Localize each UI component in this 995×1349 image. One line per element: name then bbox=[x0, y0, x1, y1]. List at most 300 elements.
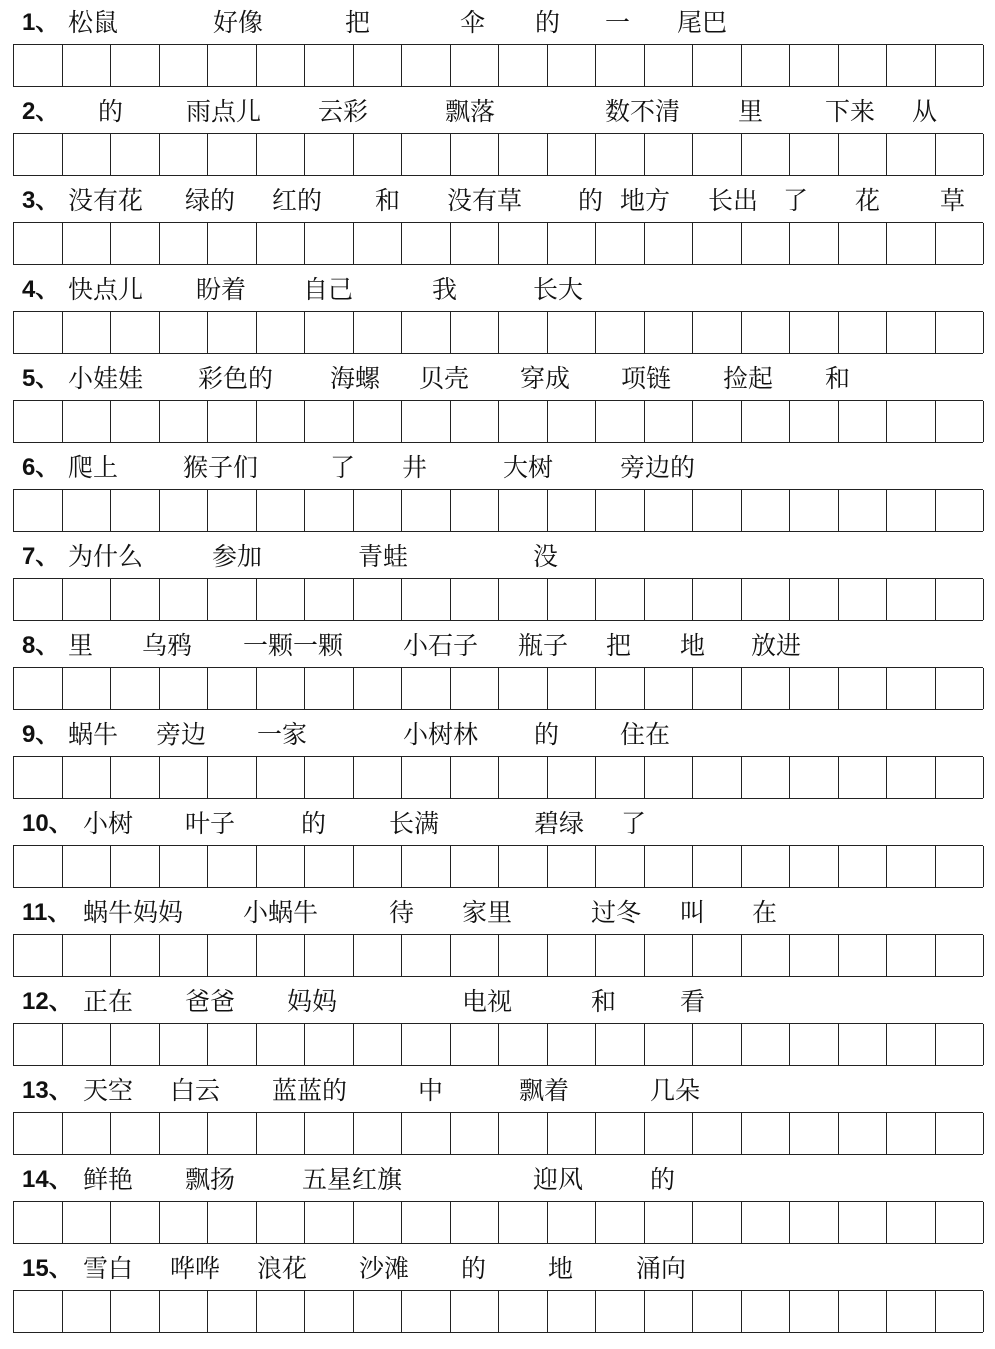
writing-cell[interactable] bbox=[257, 935, 306, 976]
writing-cell[interactable] bbox=[354, 579, 403, 620]
writing-cell[interactable] bbox=[111, 1202, 160, 1243]
writing-cell[interactable] bbox=[936, 1291, 985, 1332]
writing-cell[interactable] bbox=[742, 134, 791, 175]
writing-cell[interactable] bbox=[14, 312, 63, 353]
writing-cell[interactable] bbox=[451, 45, 500, 86]
writing-cell[interactable] bbox=[14, 1113, 63, 1154]
writing-cell[interactable] bbox=[936, 579, 985, 620]
writing-cell[interactable] bbox=[14, 935, 63, 976]
writing-cell[interactable] bbox=[645, 757, 694, 798]
writing-cell[interactable] bbox=[887, 490, 936, 531]
writing-cell[interactable] bbox=[63, 312, 112, 353]
writing-cell[interactable] bbox=[645, 846, 694, 887]
writing-cell[interactable] bbox=[354, 757, 403, 798]
writing-cell[interactable] bbox=[645, 312, 694, 353]
writing-cell[interactable] bbox=[354, 668, 403, 709]
writing-cell[interactable] bbox=[14, 45, 63, 86]
writing-cell[interactable] bbox=[451, 1291, 500, 1332]
writing-cell[interactable] bbox=[451, 1113, 500, 1154]
writing-cell[interactable] bbox=[742, 1024, 791, 1065]
writing-cell[interactable] bbox=[402, 1202, 451, 1243]
writing-cell[interactable] bbox=[354, 134, 403, 175]
writing-cell[interactable] bbox=[257, 223, 306, 264]
writing-cell[interactable] bbox=[887, 1291, 936, 1332]
writing-cell[interactable] bbox=[887, 846, 936, 887]
writing-cell[interactable] bbox=[499, 757, 548, 798]
writing-cell[interactable] bbox=[839, 45, 888, 86]
writing-cell[interactable] bbox=[14, 846, 63, 887]
writing-cell[interactable] bbox=[645, 1202, 694, 1243]
writing-cell[interactable] bbox=[839, 757, 888, 798]
writing-cell[interactable] bbox=[887, 579, 936, 620]
writing-cell[interactable] bbox=[402, 1291, 451, 1332]
writing-cell[interactable] bbox=[839, 134, 888, 175]
writing-cell[interactable] bbox=[499, 668, 548, 709]
writing-cell[interactable] bbox=[790, 935, 839, 976]
writing-cell[interactable] bbox=[257, 45, 306, 86]
writing-cell[interactable] bbox=[499, 45, 548, 86]
writing-cell[interactable] bbox=[208, 134, 257, 175]
writing-cell[interactable] bbox=[596, 757, 645, 798]
writing-cell[interactable] bbox=[596, 312, 645, 353]
writing-cell[interactable] bbox=[790, 490, 839, 531]
writing-cell[interactable] bbox=[645, 1113, 694, 1154]
writing-cell[interactable] bbox=[208, 45, 257, 86]
writing-cell[interactable] bbox=[548, 1291, 597, 1332]
writing-cell[interactable] bbox=[693, 1291, 742, 1332]
writing-cell[interactable] bbox=[645, 223, 694, 264]
writing-cell[interactable] bbox=[936, 401, 985, 442]
writing-cell[interactable] bbox=[160, 668, 209, 709]
writing-cell[interactable] bbox=[936, 490, 985, 531]
writing-cell[interactable] bbox=[548, 1024, 597, 1065]
writing-cell[interactable] bbox=[111, 312, 160, 353]
writing-cell[interactable] bbox=[693, 490, 742, 531]
writing-cell[interactable] bbox=[305, 757, 354, 798]
writing-cell[interactable] bbox=[596, 490, 645, 531]
writing-cell[interactable] bbox=[208, 1291, 257, 1332]
writing-cell[interactable] bbox=[499, 1024, 548, 1065]
writing-cell[interactable] bbox=[742, 490, 791, 531]
writing-cell[interactable] bbox=[354, 1291, 403, 1332]
writing-cell[interactable] bbox=[402, 312, 451, 353]
writing-cell[interactable] bbox=[354, 935, 403, 976]
writing-cell[interactable] bbox=[887, 1113, 936, 1154]
writing-cell[interactable] bbox=[936, 312, 985, 353]
writing-cell[interactable] bbox=[14, 1202, 63, 1243]
writing-cell[interactable] bbox=[305, 401, 354, 442]
writing-cell[interactable] bbox=[790, 312, 839, 353]
writing-cell[interactable] bbox=[257, 490, 306, 531]
writing-cell[interactable] bbox=[693, 223, 742, 264]
writing-cell[interactable] bbox=[257, 579, 306, 620]
writing-cell[interactable] bbox=[742, 401, 791, 442]
writing-cell[interactable] bbox=[208, 1113, 257, 1154]
writing-cell[interactable] bbox=[354, 223, 403, 264]
writing-cell[interactable] bbox=[887, 45, 936, 86]
writing-cell[interactable] bbox=[63, 1113, 112, 1154]
writing-cell[interactable] bbox=[645, 1024, 694, 1065]
writing-cell[interactable] bbox=[354, 312, 403, 353]
writing-cell[interactable] bbox=[790, 668, 839, 709]
writing-cell[interactable] bbox=[693, 45, 742, 86]
writing-cell[interactable] bbox=[63, 579, 112, 620]
writing-cell[interactable] bbox=[257, 312, 306, 353]
writing-cell[interactable] bbox=[208, 846, 257, 887]
writing-cell[interactable] bbox=[451, 223, 500, 264]
writing-cell[interactable] bbox=[693, 935, 742, 976]
writing-cell[interactable] bbox=[111, 1291, 160, 1332]
writing-cell[interactable] bbox=[402, 846, 451, 887]
writing-cell[interactable] bbox=[402, 223, 451, 264]
writing-cell[interactable] bbox=[354, 45, 403, 86]
writing-cell[interactable] bbox=[305, 45, 354, 86]
writing-cell[interactable] bbox=[548, 223, 597, 264]
writing-cell[interactable] bbox=[63, 490, 112, 531]
writing-cell[interactable] bbox=[596, 579, 645, 620]
writing-cell[interactable] bbox=[402, 1024, 451, 1065]
writing-cell[interactable] bbox=[839, 1202, 888, 1243]
writing-cell[interactable] bbox=[887, 223, 936, 264]
writing-cell[interactable] bbox=[208, 757, 257, 798]
writing-cell[interactable] bbox=[208, 1024, 257, 1065]
writing-cell[interactable] bbox=[451, 1024, 500, 1065]
writing-cell[interactable] bbox=[790, 1291, 839, 1332]
writing-cell[interactable] bbox=[305, 490, 354, 531]
writing-cell[interactable] bbox=[14, 579, 63, 620]
writing-cell[interactable] bbox=[257, 846, 306, 887]
writing-cell[interactable] bbox=[208, 490, 257, 531]
writing-cell[interactable] bbox=[111, 1113, 160, 1154]
writing-cell[interactable] bbox=[111, 1024, 160, 1065]
writing-cell[interactable] bbox=[451, 846, 500, 887]
writing-cell[interactable] bbox=[742, 1113, 791, 1154]
writing-cell[interactable] bbox=[160, 935, 209, 976]
writing-cell[interactable] bbox=[14, 490, 63, 531]
writing-cell[interactable] bbox=[257, 1291, 306, 1332]
writing-cell[interactable] bbox=[548, 134, 597, 175]
writing-cell[interactable] bbox=[402, 935, 451, 976]
writing-cell[interactable] bbox=[160, 757, 209, 798]
writing-cell[interactable] bbox=[305, 846, 354, 887]
writing-cell[interactable] bbox=[257, 668, 306, 709]
writing-cell[interactable] bbox=[14, 401, 63, 442]
writing-cell[interactable] bbox=[790, 579, 839, 620]
writing-cell[interactable] bbox=[887, 1024, 936, 1065]
writing-cell[interactable] bbox=[208, 935, 257, 976]
writing-cell[interactable] bbox=[839, 1024, 888, 1065]
writing-cell[interactable] bbox=[645, 134, 694, 175]
writing-cell[interactable] bbox=[499, 846, 548, 887]
writing-cell[interactable] bbox=[305, 1024, 354, 1065]
writing-cell[interactable] bbox=[887, 1202, 936, 1243]
writing-cell[interactable] bbox=[742, 757, 791, 798]
writing-cell[interactable] bbox=[208, 1202, 257, 1243]
writing-cell[interactable] bbox=[63, 935, 112, 976]
writing-cell[interactable] bbox=[14, 668, 63, 709]
writing-cell[interactable] bbox=[790, 757, 839, 798]
writing-cell[interactable] bbox=[257, 1024, 306, 1065]
writing-cell[interactable] bbox=[111, 401, 160, 442]
writing-cell[interactable] bbox=[305, 223, 354, 264]
writing-cell[interactable] bbox=[936, 1202, 985, 1243]
writing-cell[interactable] bbox=[63, 401, 112, 442]
writing-cell[interactable] bbox=[63, 45, 112, 86]
writing-cell[interactable] bbox=[790, 401, 839, 442]
writing-cell[interactable] bbox=[354, 490, 403, 531]
writing-cell[interactable] bbox=[693, 312, 742, 353]
writing-cell[interactable] bbox=[839, 490, 888, 531]
writing-cell[interactable] bbox=[111, 935, 160, 976]
writing-cell[interactable] bbox=[402, 579, 451, 620]
writing-cell[interactable] bbox=[305, 1113, 354, 1154]
writing-cell[interactable] bbox=[111, 757, 160, 798]
writing-cell[interactable] bbox=[596, 1024, 645, 1065]
writing-cell[interactable] bbox=[596, 45, 645, 86]
writing-cell[interactable] bbox=[160, 134, 209, 175]
writing-cell[interactable] bbox=[402, 45, 451, 86]
writing-cell[interactable] bbox=[208, 668, 257, 709]
writing-cell[interactable] bbox=[451, 935, 500, 976]
writing-cell[interactable] bbox=[257, 757, 306, 798]
writing-cell[interactable] bbox=[742, 846, 791, 887]
writing-cell[interactable] bbox=[63, 1202, 112, 1243]
writing-cell[interactable] bbox=[402, 1113, 451, 1154]
writing-cell[interactable] bbox=[936, 1113, 985, 1154]
writing-cell[interactable] bbox=[645, 935, 694, 976]
writing-cell[interactable] bbox=[548, 490, 597, 531]
writing-cell[interactable] bbox=[936, 1024, 985, 1065]
writing-cell[interactable] bbox=[354, 846, 403, 887]
writing-cell[interactable] bbox=[839, 579, 888, 620]
writing-cell[interactable] bbox=[160, 579, 209, 620]
writing-cell[interactable] bbox=[693, 1202, 742, 1243]
writing-cell[interactable] bbox=[499, 1291, 548, 1332]
writing-cell[interactable] bbox=[548, 1202, 597, 1243]
writing-cell[interactable] bbox=[839, 1291, 888, 1332]
writing-cell[interactable] bbox=[257, 1202, 306, 1243]
writing-cell[interactable] bbox=[63, 223, 112, 264]
writing-cell[interactable] bbox=[548, 579, 597, 620]
writing-cell[interactable] bbox=[693, 757, 742, 798]
writing-cell[interactable] bbox=[936, 668, 985, 709]
writing-cell[interactable] bbox=[354, 1202, 403, 1243]
writing-cell[interactable] bbox=[742, 45, 791, 86]
writing-cell[interactable] bbox=[548, 935, 597, 976]
writing-cell[interactable] bbox=[305, 935, 354, 976]
writing-cell[interactable] bbox=[693, 401, 742, 442]
writing-cell[interactable] bbox=[596, 223, 645, 264]
writing-cell[interactable] bbox=[257, 134, 306, 175]
writing-cell[interactable] bbox=[839, 846, 888, 887]
writing-cell[interactable] bbox=[548, 45, 597, 86]
writing-cell[interactable] bbox=[499, 935, 548, 976]
writing-cell[interactable] bbox=[742, 579, 791, 620]
writing-cell[interactable] bbox=[402, 757, 451, 798]
writing-cell[interactable] bbox=[548, 312, 597, 353]
writing-cell[interactable] bbox=[499, 579, 548, 620]
writing-cell[interactable] bbox=[499, 134, 548, 175]
writing-cell[interactable] bbox=[742, 1202, 791, 1243]
writing-cell[interactable] bbox=[160, 1024, 209, 1065]
writing-cell[interactable] bbox=[160, 490, 209, 531]
writing-cell[interactable] bbox=[305, 579, 354, 620]
writing-cell[interactable] bbox=[451, 134, 500, 175]
writing-cell[interactable] bbox=[499, 401, 548, 442]
writing-cell[interactable] bbox=[742, 1291, 791, 1332]
writing-cell[interactable] bbox=[354, 401, 403, 442]
writing-cell[interactable] bbox=[499, 490, 548, 531]
writing-cell[interactable] bbox=[742, 935, 791, 976]
writing-cell[interactable] bbox=[160, 1202, 209, 1243]
writing-cell[interactable] bbox=[111, 846, 160, 887]
writing-cell[interactable] bbox=[596, 846, 645, 887]
writing-cell[interactable] bbox=[839, 668, 888, 709]
writing-cell[interactable] bbox=[208, 401, 257, 442]
writing-cell[interactable] bbox=[305, 668, 354, 709]
writing-cell[interactable] bbox=[63, 1291, 112, 1332]
writing-cell[interactable] bbox=[596, 1113, 645, 1154]
writing-cell[interactable] bbox=[63, 1024, 112, 1065]
writing-cell[interactable] bbox=[645, 490, 694, 531]
writing-cell[interactable] bbox=[499, 223, 548, 264]
writing-cell[interactable] bbox=[596, 401, 645, 442]
writing-cell[interactable] bbox=[402, 134, 451, 175]
writing-cell[interactable] bbox=[451, 1202, 500, 1243]
writing-cell[interactable] bbox=[63, 846, 112, 887]
writing-cell[interactable] bbox=[645, 668, 694, 709]
writing-cell[interactable] bbox=[887, 312, 936, 353]
writing-cell[interactable] bbox=[742, 312, 791, 353]
writing-cell[interactable] bbox=[887, 935, 936, 976]
writing-cell[interactable] bbox=[499, 1113, 548, 1154]
writing-cell[interactable] bbox=[887, 134, 936, 175]
writing-cell[interactable] bbox=[790, 846, 839, 887]
writing-cell[interactable] bbox=[208, 579, 257, 620]
writing-cell[interactable] bbox=[693, 1113, 742, 1154]
writing-cell[interactable] bbox=[499, 1202, 548, 1243]
writing-cell[interactable] bbox=[693, 846, 742, 887]
writing-cell[interactable] bbox=[548, 401, 597, 442]
writing-cell[interactable] bbox=[402, 668, 451, 709]
writing-cell[interactable] bbox=[839, 401, 888, 442]
writing-cell[interactable] bbox=[257, 1113, 306, 1154]
writing-cell[interactable] bbox=[499, 312, 548, 353]
writing-cell[interactable] bbox=[693, 1024, 742, 1065]
writing-cell[interactable] bbox=[936, 45, 985, 86]
writing-cell[interactable] bbox=[839, 1113, 888, 1154]
writing-cell[interactable] bbox=[111, 668, 160, 709]
writing-cell[interactable] bbox=[887, 757, 936, 798]
writing-cell[interactable] bbox=[354, 1024, 403, 1065]
writing-cell[interactable] bbox=[14, 757, 63, 798]
writing-cell[interactable] bbox=[596, 1202, 645, 1243]
writing-cell[interactable] bbox=[596, 1291, 645, 1332]
writing-cell[interactable] bbox=[742, 668, 791, 709]
writing-cell[interactable] bbox=[208, 312, 257, 353]
writing-cell[interactable] bbox=[693, 668, 742, 709]
writing-cell[interactable] bbox=[208, 223, 257, 264]
writing-cell[interactable] bbox=[451, 757, 500, 798]
writing-cell[interactable] bbox=[451, 579, 500, 620]
writing-cell[interactable] bbox=[693, 579, 742, 620]
writing-cell[interactable] bbox=[305, 1202, 354, 1243]
writing-cell[interactable] bbox=[548, 668, 597, 709]
writing-cell[interactable] bbox=[596, 668, 645, 709]
writing-cell[interactable] bbox=[548, 1113, 597, 1154]
writing-cell[interactable] bbox=[548, 846, 597, 887]
writing-cell[interactable] bbox=[936, 935, 985, 976]
writing-cell[interactable] bbox=[451, 668, 500, 709]
writing-cell[interactable] bbox=[936, 134, 985, 175]
writing-cell[interactable] bbox=[63, 757, 112, 798]
writing-cell[interactable] bbox=[63, 668, 112, 709]
writing-cell[interactable] bbox=[14, 1291, 63, 1332]
writing-cell[interactable] bbox=[14, 1024, 63, 1065]
writing-cell[interactable] bbox=[160, 1291, 209, 1332]
writing-cell[interactable] bbox=[451, 490, 500, 531]
writing-cell[interactable] bbox=[790, 223, 839, 264]
writing-cell[interactable] bbox=[111, 223, 160, 264]
writing-cell[interactable] bbox=[160, 223, 209, 264]
writing-cell[interactable] bbox=[257, 401, 306, 442]
writing-cell[interactable] bbox=[305, 312, 354, 353]
writing-cell[interactable] bbox=[790, 45, 839, 86]
writing-cell[interactable] bbox=[596, 134, 645, 175]
writing-cell[interactable] bbox=[111, 45, 160, 86]
writing-cell[interactable] bbox=[645, 45, 694, 86]
writing-cell[interactable] bbox=[790, 1024, 839, 1065]
writing-cell[interactable] bbox=[645, 579, 694, 620]
writing-cell[interactable] bbox=[839, 223, 888, 264]
writing-cell[interactable] bbox=[790, 1113, 839, 1154]
writing-cell[interactable] bbox=[451, 401, 500, 442]
writing-cell[interactable] bbox=[305, 1291, 354, 1332]
writing-cell[interactable] bbox=[596, 935, 645, 976]
writing-cell[interactable] bbox=[14, 134, 63, 175]
writing-cell[interactable] bbox=[111, 579, 160, 620]
writing-cell[interactable] bbox=[111, 134, 160, 175]
writing-cell[interactable] bbox=[936, 757, 985, 798]
writing-cell[interactable] bbox=[14, 223, 63, 264]
writing-cell[interactable] bbox=[160, 1113, 209, 1154]
writing-cell[interactable] bbox=[63, 134, 112, 175]
writing-cell[interactable] bbox=[451, 312, 500, 353]
writing-cell[interactable] bbox=[305, 134, 354, 175]
writing-cell[interactable] bbox=[354, 1113, 403, 1154]
writing-cell[interactable] bbox=[839, 935, 888, 976]
writing-cell[interactable] bbox=[790, 134, 839, 175]
writing-cell[interactable] bbox=[111, 490, 160, 531]
writing-cell[interactable] bbox=[693, 134, 742, 175]
writing-cell[interactable] bbox=[742, 223, 791, 264]
writing-cell[interactable] bbox=[402, 490, 451, 531]
writing-cell[interactable] bbox=[160, 312, 209, 353]
writing-cell[interactable] bbox=[645, 401, 694, 442]
writing-cell[interactable] bbox=[887, 401, 936, 442]
writing-cell[interactable] bbox=[402, 401, 451, 442]
writing-cell[interactable] bbox=[887, 668, 936, 709]
writing-cell[interactable] bbox=[645, 1291, 694, 1332]
writing-cell[interactable] bbox=[790, 1202, 839, 1243]
writing-cell[interactable] bbox=[160, 846, 209, 887]
writing-cell[interactable] bbox=[548, 757, 597, 798]
writing-cell[interactable] bbox=[160, 45, 209, 86]
writing-cell[interactable] bbox=[936, 846, 985, 887]
writing-cell[interactable] bbox=[936, 223, 985, 264]
writing-cell[interactable] bbox=[839, 312, 888, 353]
writing-cell[interactable] bbox=[160, 401, 209, 442]
